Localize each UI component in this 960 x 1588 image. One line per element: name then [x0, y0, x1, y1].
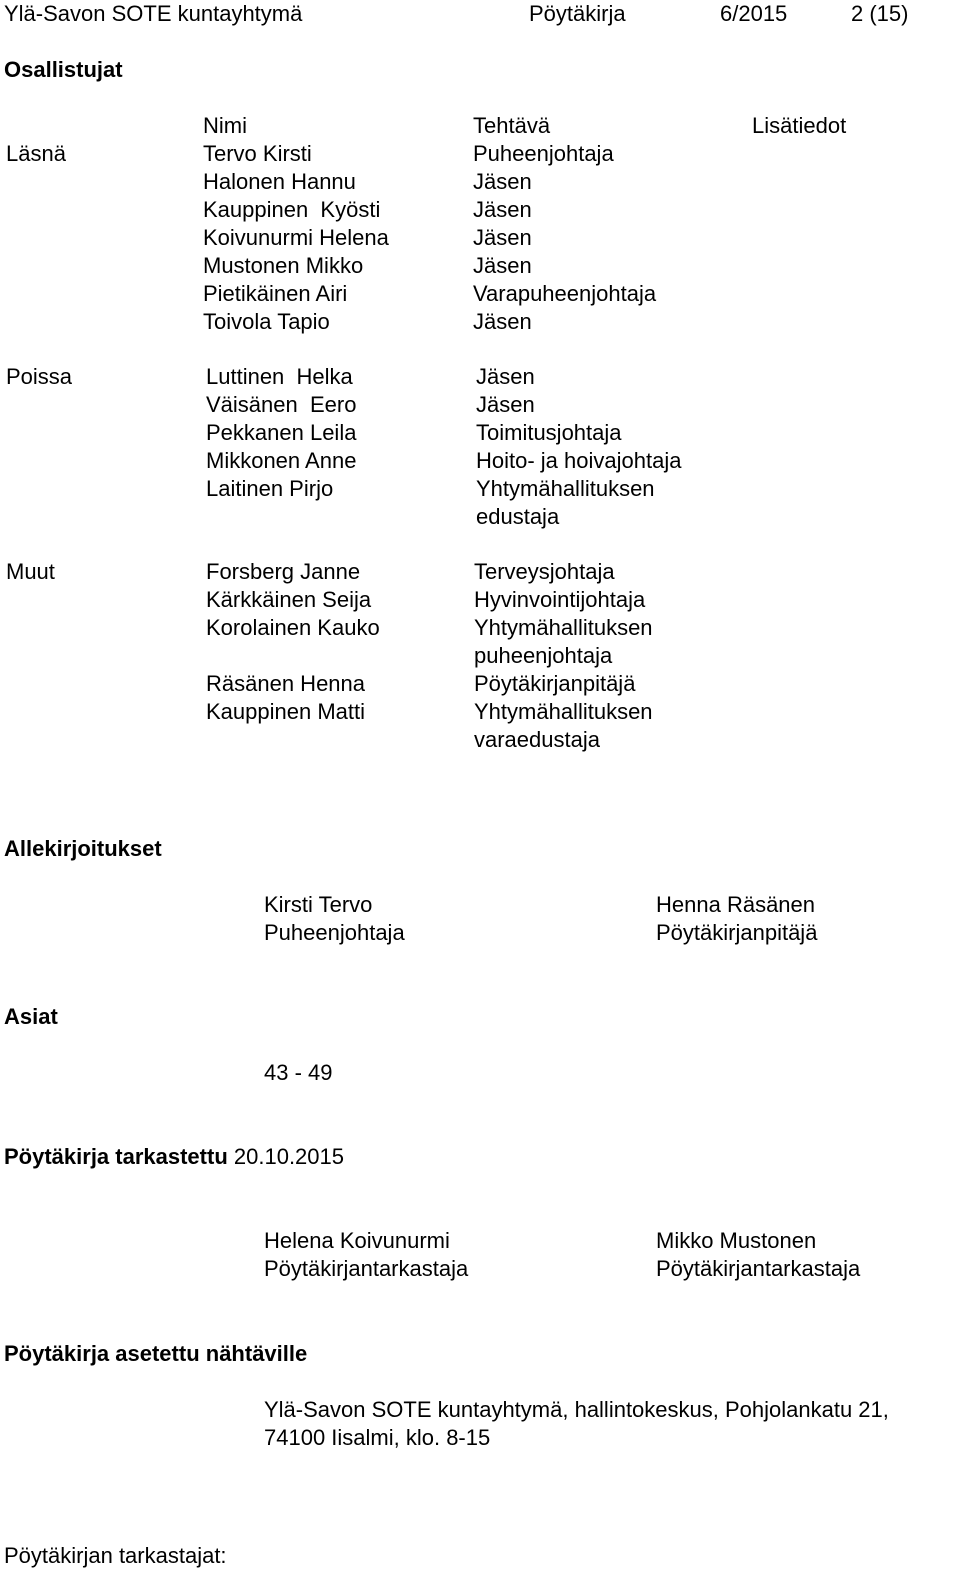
signer-left-title: Puheenjohtaja	[264, 920, 405, 945]
header-doc-type: Pöytäkirja	[529, 1, 626, 26]
display-location-line1: Ylä-Savon SOTE kuntayhtymä, hallintokeskus, Pohjolankatu 21,	[264, 1397, 889, 1422]
matters-heading: Asiat	[4, 1004, 58, 1029]
matters-range: 43 - 49	[264, 1060, 333, 1085]
signer-right-title: Pöytäkirjanpitäjä	[656, 920, 818, 945]
participant-role: Jäsen	[473, 169, 532, 194]
participant-name: Räsänen Henna	[206, 671, 366, 696]
participant-role: Hoito- ja hoivajohtaja	[476, 448, 682, 473]
others-label: Muut	[6, 559, 55, 584]
present-label: Läsnä	[6, 141, 66, 166]
column-name-header: Nimi	[203, 113, 247, 138]
participant-name: Halonen Hannu	[203, 169, 356, 194]
participant-role: Jäsen	[473, 197, 532, 222]
participant-name: Laitinen Pirjo	[206, 476, 334, 501]
reviewer-left-title: Pöytäkirjantarkastaja	[264, 1256, 469, 1281]
display-heading: Pöytäkirja asetettu nähtäville	[4, 1341, 308, 1366]
participant-role-continued: varaedustaja	[474, 727, 600, 752]
participant-name: Pietikäinen Airi	[203, 281, 348, 306]
absent-label: Poissa	[6, 364, 73, 389]
review-line	[4, 1143, 344, 1171]
participant-name: Toivola Tapio	[203, 309, 330, 334]
header-number: 6/2015	[720, 1, 788, 26]
participant-role: Jäsen	[473, 309, 532, 334]
participant-name: Mikkonen Anne	[206, 448, 357, 473]
header-org: Ylä-Savon SOTE kuntayhtymä	[4, 1, 303, 26]
participant-role: Varapuheenjohtaja	[473, 281, 657, 306]
participant-role: Jäsen	[473, 225, 532, 250]
participants-heading: Osallistujat	[4, 57, 123, 82]
participant-role: Hyvinvointijohtaja	[474, 587, 646, 612]
participant-role: Jäsen	[473, 253, 532, 278]
review-heading: Pöytäkirja tarkastettu	[4, 1144, 228, 1169]
participant-role: Terveysjohtaja	[474, 559, 615, 584]
participant-role: Pöytäkirjanpitäjä	[474, 671, 636, 696]
participant-role: Yhtymähallituksen	[476, 476, 655, 501]
participant-name: Kärkkäinen Seija	[206, 587, 372, 612]
participant-name: Pekkanen Leila	[206, 420, 357, 445]
reviewer-right-name: Mikko Mustonen	[656, 1228, 817, 1253]
participant-role: Jäsen	[476, 392, 535, 417]
participant-name: Mustonen Mikko	[203, 253, 364, 278]
footer-reviewers-label: Pöytäkirjan tarkastajat:	[4, 1543, 227, 1568]
column-role-header: Tehtävä	[473, 113, 551, 138]
participant-role: Puheenjohtaja	[473, 141, 614, 166]
participant-role: Toimitusjohtaja	[476, 420, 622, 445]
participant-name: Tervo Kirsti	[203, 141, 312, 166]
participant-role: Jäsen	[476, 364, 535, 389]
participant-role: Yhtymähallituksen	[474, 615, 653, 640]
column-extra-header: Lisätiedot	[752, 113, 847, 138]
signer-left-name: Kirsti Tervo	[264, 892, 373, 917]
display-location-line2: 74100 Iisalmi, klo. 8-15	[264, 1425, 491, 1450]
participant-name: Kauppinen Matti	[206, 699, 365, 724]
reviewer-left-name: Helena Koivunurmi	[264, 1228, 450, 1253]
participant-role-continued: edustaja	[476, 504, 560, 529]
participant-role-continued: puheenjohtaja	[474, 643, 613, 668]
signer-right-name: Henna Räsänen	[656, 892, 816, 917]
reviewer-right-title: Pöytäkirjantarkastaja	[656, 1256, 861, 1281]
review-date: 20.10.2015	[233, 1144, 344, 1169]
signatures-heading: Allekirjoitukset	[4, 836, 162, 861]
participant-name: Luttinen Helka	[206, 364, 353, 389]
participant-name: Väisänen Eero	[206, 392, 357, 417]
participant-name: Korolainen Kauko	[206, 615, 380, 640]
participant-name: Koivunurmi Helena	[203, 225, 389, 250]
participant-role: Yhtymähallituksen	[474, 699, 653, 724]
participant-name: Kauppinen Kyösti	[203, 197, 381, 222]
participant-name: Forsberg Janne	[206, 559, 361, 584]
header-page: 2 (15)	[851, 1, 909, 26]
